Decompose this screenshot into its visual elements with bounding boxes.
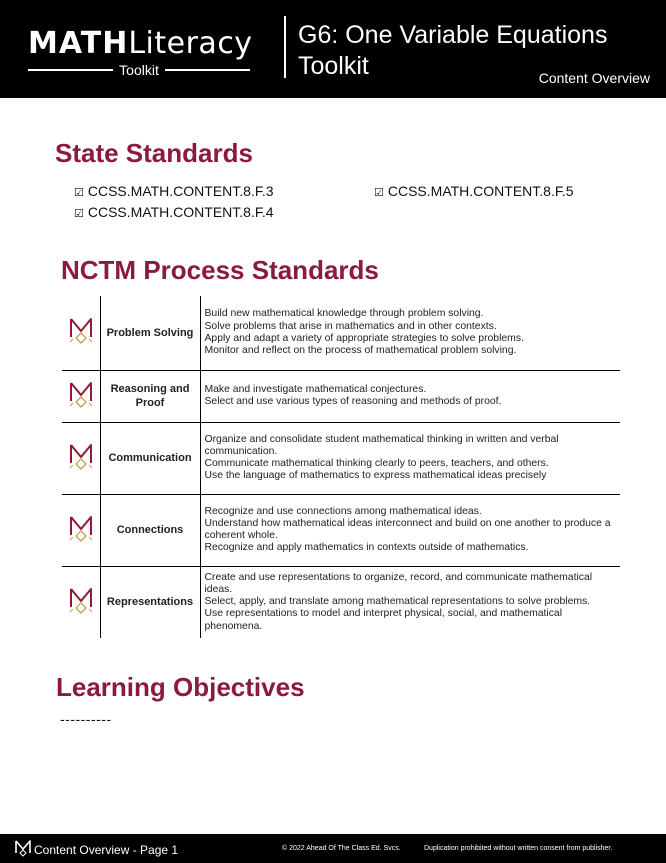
standard-icon-cell [62,370,100,422]
learning-objectives-heading: Learning Objectives [56,672,305,702]
standard-description [200,296,620,370]
document-subtitle: Content Overview [538,70,650,86]
standard-label: CCSS.MATH.CONTENT.8.F.4 [87,204,274,220]
header-divider [284,16,286,78]
checkbox-icon: ☑ [374,186,384,199]
standard-description [200,566,620,638]
description-line: Organize and consolidate student mathematical thinking in written and verbal communication. [204,433,559,457]
standard-description [200,370,620,422]
state-standards-heading: State Standards [55,138,253,168]
standard-icon-cell [62,296,100,370]
document-title-line1: G6: One Variable Equations [298,21,608,49]
logo-math: MATH [28,26,129,61]
logo-m-icon [68,441,94,471]
logo-m-icon [68,585,94,615]
description-line: Recognize and apply mathematics in contexts outside of mathematics. [204,542,529,554]
footer-copyright: © 2022 Ahead Of The Class Ed. Svcs. [282,845,401,852]
document-title-line2: Toolkit [298,52,369,80]
description-line: Use the language of mathematics to express mathematical ideas precisely [204,470,547,482]
logo-rule-left [28,69,113,71]
description-line: Solve problems that arise in mathematics and in other contexts. [204,320,497,332]
footer-duplication-notice: Duplication prohibited without written consent from publisher. [424,845,613,852]
description-line: Communicate mathematical thinking clearly to peers, teachers, and others. [204,458,549,469]
standard-icon-cell [62,422,100,494]
description-line: Build new mathematical knowledge through problem solving. [204,308,484,320]
description-line: Make and investigate mathematical conjectures. [204,383,427,395]
standard-name: Problem Solving [100,296,200,370]
standard-item [74,204,274,220]
checkbox-icon: ☑ [74,186,84,199]
standard-description [200,494,620,566]
standard-label: CCSS.MATH.CONTENT.8.F.3 [87,183,274,199]
page-header [0,0,666,98]
standard-name: Connections [100,494,200,566]
description-line: Use representations to model and interpret physical, social, and mathematical phenomena. [204,608,563,632]
standard-icon-cell [62,566,100,638]
description-line: Monitor and reflect on the process of mathematical problem solving. [204,344,517,356]
logo-toolkit: Toolkit [119,62,159,78]
logo-rule-right [165,69,250,71]
table-row [62,296,620,370]
checkbox-icon: ☑ [74,207,84,220]
description-line: Recognize and use connections among mathematical ideas. [204,505,482,517]
description-line: Select, apply, and translate among mathematical representations to solve problems. [204,596,591,608]
description-line: Apply and adapt a variety of appropriate strategies to solve problems. [204,332,524,344]
standard-description [200,422,620,494]
nctm-table [62,296,620,638]
table-row [62,422,620,494]
table-row [62,370,620,422]
logo-literacy: Literacy [128,26,253,61]
description-line: Understand how mathematical ideas interconnect and build on one another to produce a coherent whole. [204,517,611,541]
logo-m-icon [68,513,94,543]
table-row [62,494,620,566]
logo-m-icon [68,315,94,345]
logo-m-icon [14,838,32,858]
nctm-heading: NCTM Process Standards [61,255,379,285]
footer-page-label: Content Overview - Page 1 [34,843,179,857]
description-line: Select and use various types of reasoning and methods of proof. [204,396,502,407]
learning-objectives-placeholder: ---------- [60,711,112,727]
standard-name: Communication [100,422,200,494]
logo-toolkit-row [28,62,250,78]
table-row [62,566,620,638]
standard-icon-cell [62,494,100,566]
logo [28,26,253,61]
page-footer [0,834,666,863]
standard-name: Representations [100,566,200,638]
logo-m-icon [68,379,94,409]
standard-item [74,183,274,199]
standard-label: CCSS.MATH.CONTENT.8.F.5 [387,183,574,199]
description-line: Create and use representations to organize, record, and communicate mathematical ideas. [204,571,593,595]
standard-name: Reasoning and Proof [100,370,200,422]
standard-item [374,183,574,199]
